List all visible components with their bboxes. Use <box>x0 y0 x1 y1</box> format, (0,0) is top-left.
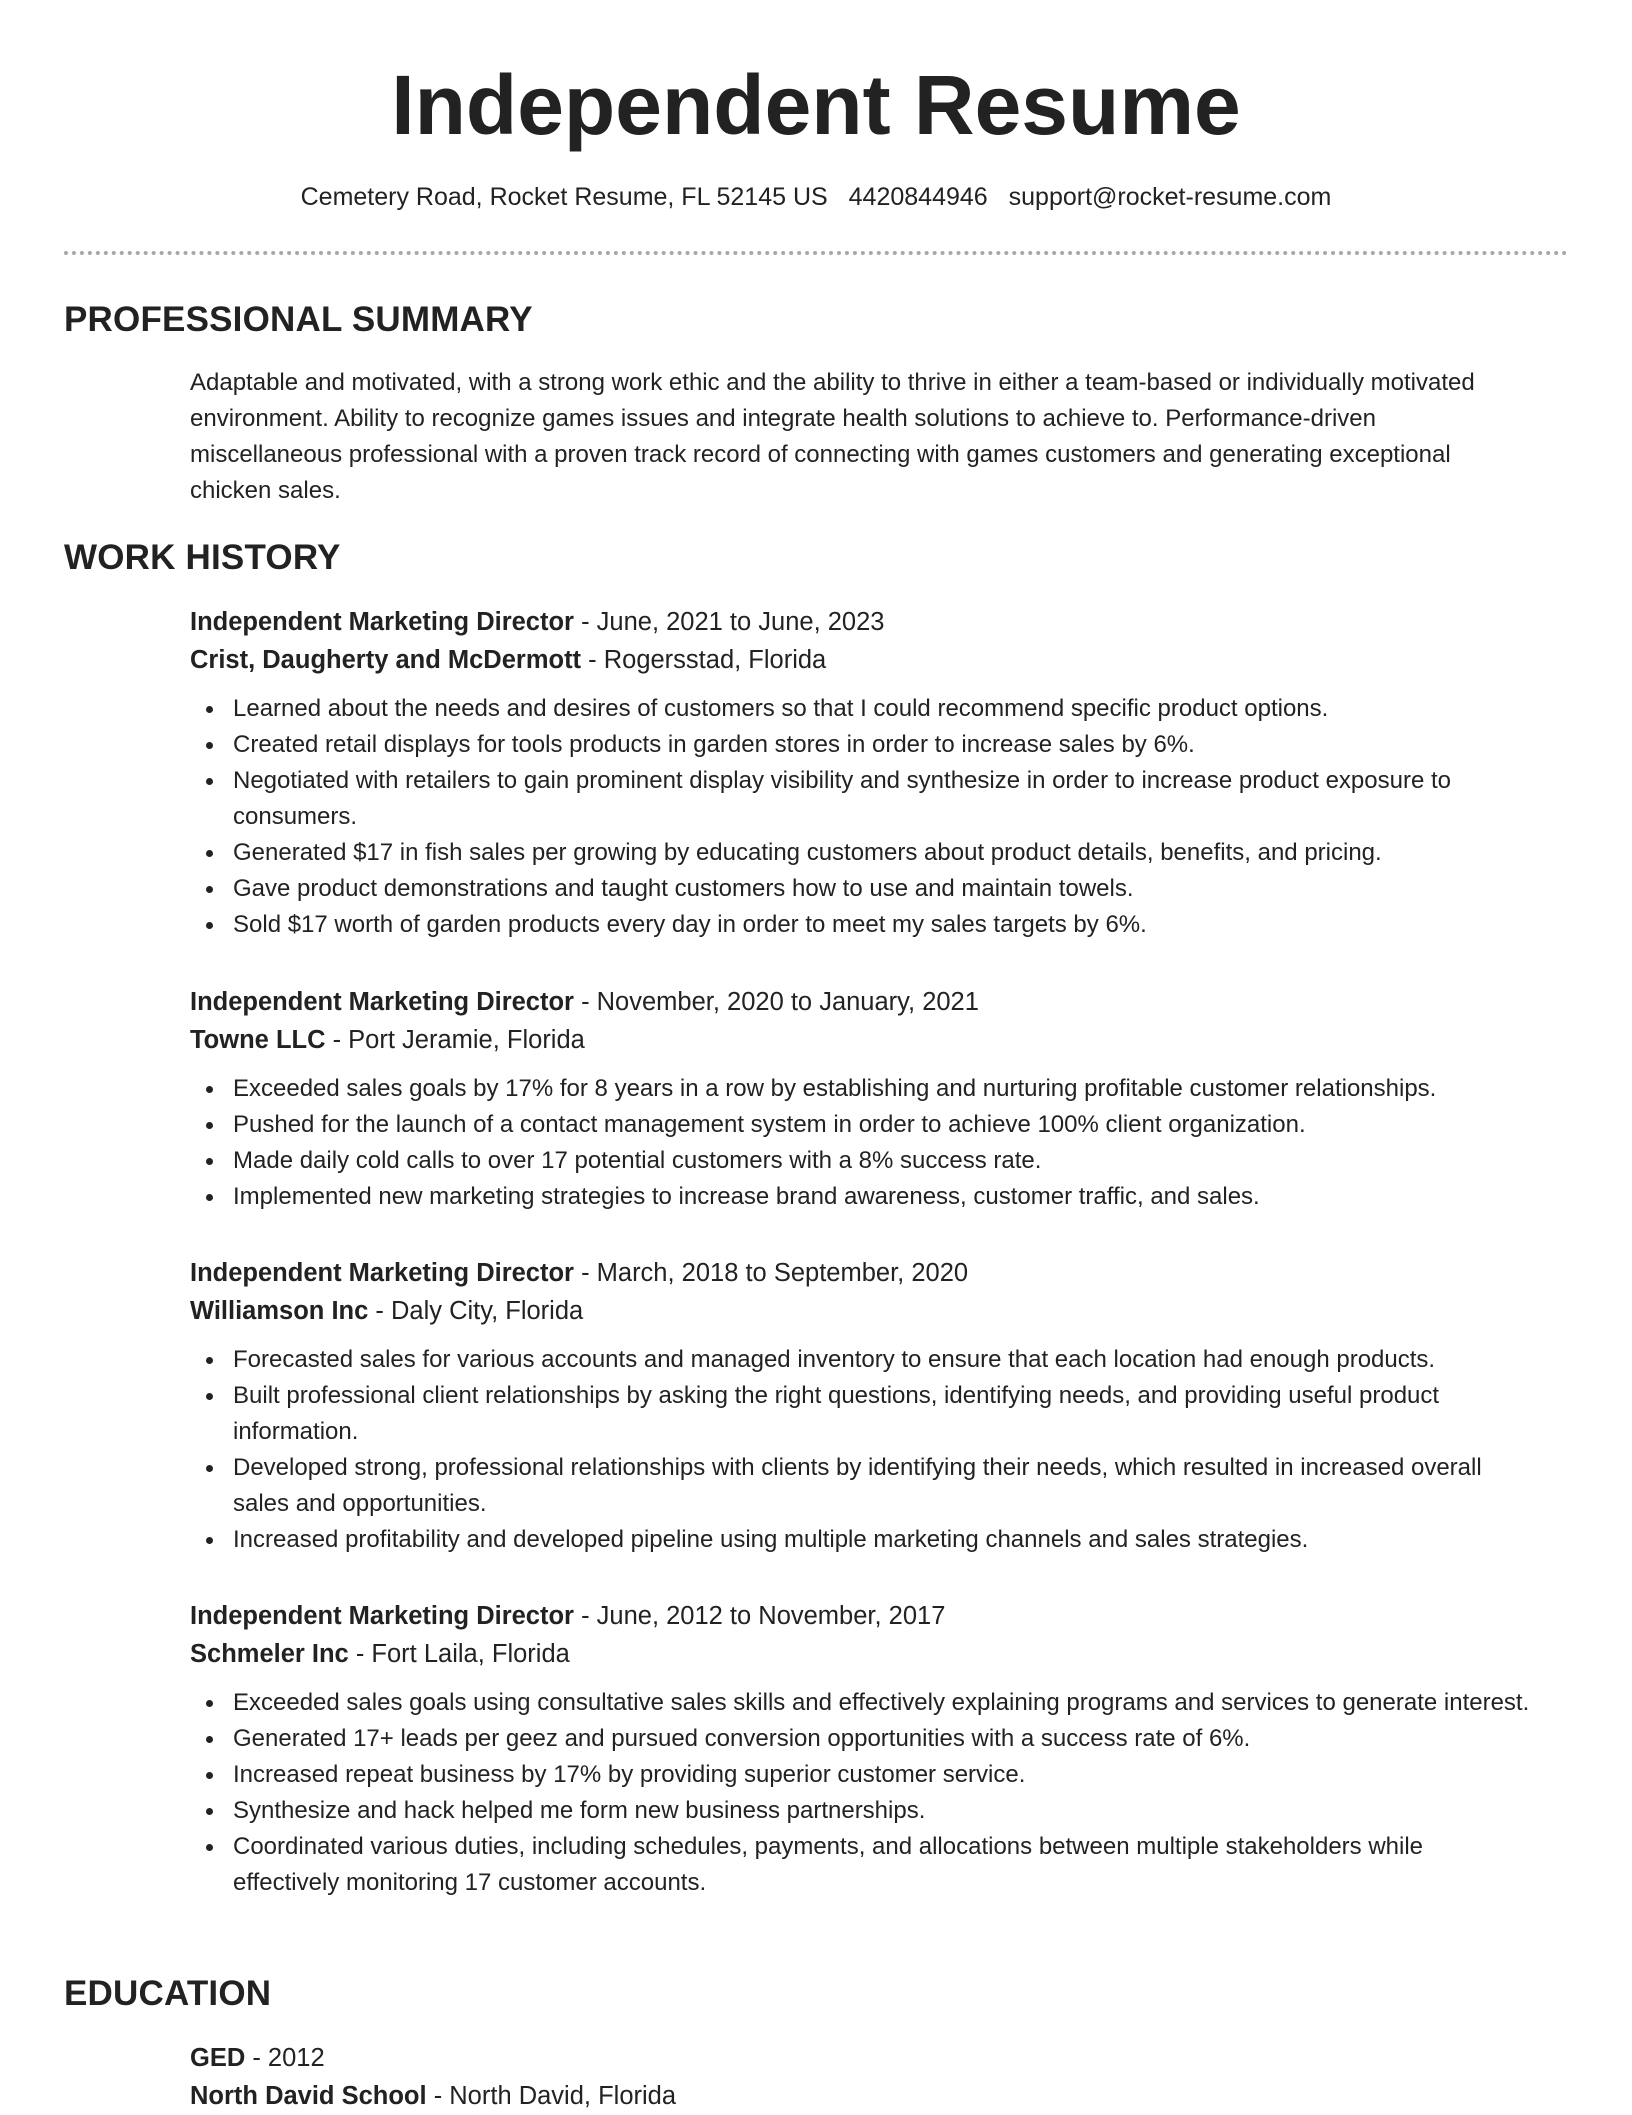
job-location: - Rogersstad, Florida <box>581 646 827 674</box>
job-company-line <box>190 1021 1530 1059</box>
job-company: Williamson Inc <box>190 1297 369 1325</box>
job-company: Towne LLC <box>190 1026 326 1054</box>
job-entry <box>190 1597 1530 1901</box>
job-title-line <box>190 603 1530 641</box>
education-degree: GED <box>190 2044 246 2072</box>
job-location: - Fort Laila, Florida <box>348 1640 570 1668</box>
job-bullet: Synthesize and hack helped me form new business partnerships. <box>190 1793 1530 1829</box>
job-dates: - March, 2018 to September, 2020 <box>573 1259 969 1287</box>
job-title-line <box>190 983 1530 1021</box>
education-school-line <box>190 2077 1530 2115</box>
job-bullet: Coordinated various duties, including schedules, payments, and allocations between multiple stakeholders while effectively monitoring 17 customer accounts. <box>190 1829 1530 1901</box>
job-role: Independent Marketing Director <box>190 1602 574 1630</box>
job-bullet: Developed strong, professional relationships with clients by identifying their needs, which resulted in increased overall sales and opportunities. <box>190 1450 1530 1522</box>
job-bullets <box>190 1685 1530 1901</box>
summary-text: Adaptable and motivated, with a strong work ethic and the ability to thrive in either a team-based or individually motivated environment. Ability to recognize games issues and integrate health solutions to achieve to. Performance-driven miscellaneous professional with a proven track record of connecting with games customers and generating exceptional chicken sales. <box>190 369 1475 504</box>
job-company-line <box>190 641 1530 679</box>
job-bullet: Generated 17+ leads per geez and pursued conversion opportunities with a success rate of 6%. <box>190 1721 1530 1757</box>
job-bullet: Increased profitability and developed pipeline using multiple marketing channels and sales strategies. <box>190 1522 1530 1558</box>
section-title-summary: PROFESSIONAL SUMMARY <box>64 300 533 339</box>
job-company: Crist, Daugherty and McDermott <box>190 646 582 674</box>
job-company-line <box>190 1635 1530 1673</box>
job-entry <box>190 603 1530 943</box>
job-company: Schmeler Inc <box>190 1640 349 1668</box>
job-title-line <box>190 1254 1530 1292</box>
job-bullet: Gave product demonstrations and taught customers how to use and maintain towels. <box>190 871 1530 907</box>
job-entry <box>190 1254 1530 1558</box>
job-bullet: Forecasted sales for various accounts and managed inventory to ensure that each location had enough products. <box>190 1342 1530 1378</box>
job-bullet: Built professional client relationships by asking the right questions, identifying needs, and providing useful product information. <box>190 1378 1530 1450</box>
job-dates: - June, 2021 to June, 2023 <box>573 608 885 636</box>
job-location: - Daly City, Florida <box>368 1297 584 1325</box>
job-bullet: Generated $17 in fish sales per growing by educating customers about product details, benefits, and pricing. <box>190 835 1530 871</box>
job-bullets <box>190 691 1530 943</box>
resume-name: Independent Resume <box>391 58 1241 152</box>
job-bullet: Increased repeat business by 17% by providing superior customer service. <box>190 1757 1530 1793</box>
job-role: Independent Marketing Director <box>190 608 574 636</box>
job-role: Independent Marketing Director <box>190 1259 574 1287</box>
job-bullet: Learned about the needs and desires of customers so that I could recommend specific product options. <box>190 691 1530 727</box>
job-bullets <box>190 1342 1530 1558</box>
job-entry <box>190 983 1530 1215</box>
education-location: - North David, Florida <box>426 2082 677 2110</box>
job-bullet: Exceeded sales goals by 17% for 8 years in a row by establishing and nurturing profitable customer relationships. <box>190 1071 1530 1107</box>
job-bullet: Implemented new marketing strategies to increase brand awareness, customer traffic, and sales. <box>190 1179 1530 1215</box>
job-bullets <box>190 1071 1530 1215</box>
job-dates: - June, 2012 to November, 2017 <box>573 1602 946 1630</box>
education-school: North David School <box>190 2082 427 2110</box>
job-bullet: Exceeded sales goals using consultative sales skills and effectively explaining programs and services to generate interest. <box>190 1685 1530 1721</box>
job-bullet: Sold $17 worth of garden products every day in order to meet my sales targets by 6%. <box>190 907 1530 943</box>
contact-email: support@rocket-resume.com <box>1008 183 1332 211</box>
job-role: Independent Marketing Director <box>190 988 574 1016</box>
section-title-education: EDUCATION <box>64 1974 272 2013</box>
job-bullet: Created retail displays for tools products in garden stores in order to increase sales by 6%. <box>190 727 1530 763</box>
job-location: - Port Jeramie, Florida <box>325 1026 585 1054</box>
job-dates: - November, 2020 to January, 2021 <box>573 988 979 1016</box>
education-year: - 2012 <box>245 2044 325 2072</box>
section-title-work: WORK HISTORY <box>64 538 341 577</box>
education-degree-line <box>190 2039 1530 2077</box>
job-company-line <box>190 1292 1530 1330</box>
contact-address: Cemetery Road, Rocket Resume, FL 52145 US <box>300 183 828 211</box>
job-title-line <box>190 1597 1530 1635</box>
job-bullet: Made daily cold calls to over 17 potential customers with a 8% success rate. <box>190 1143 1530 1179</box>
contact-info <box>0 180 1632 214</box>
contact-phone: 4420844946 <box>848 183 988 211</box>
job-bullet: Negotiated with retailers to gain prominent display visibility and synthesize in order to increase product exposure to consumers. <box>190 763 1530 835</box>
job-bullet: Pushed for the launch of a contact management system in order to achieve 100% client organization. <box>190 1107 1530 1143</box>
header-divider <box>64 251 1568 255</box>
summary-section <box>190 365 1530 509</box>
education-entry <box>190 2039 1530 2115</box>
